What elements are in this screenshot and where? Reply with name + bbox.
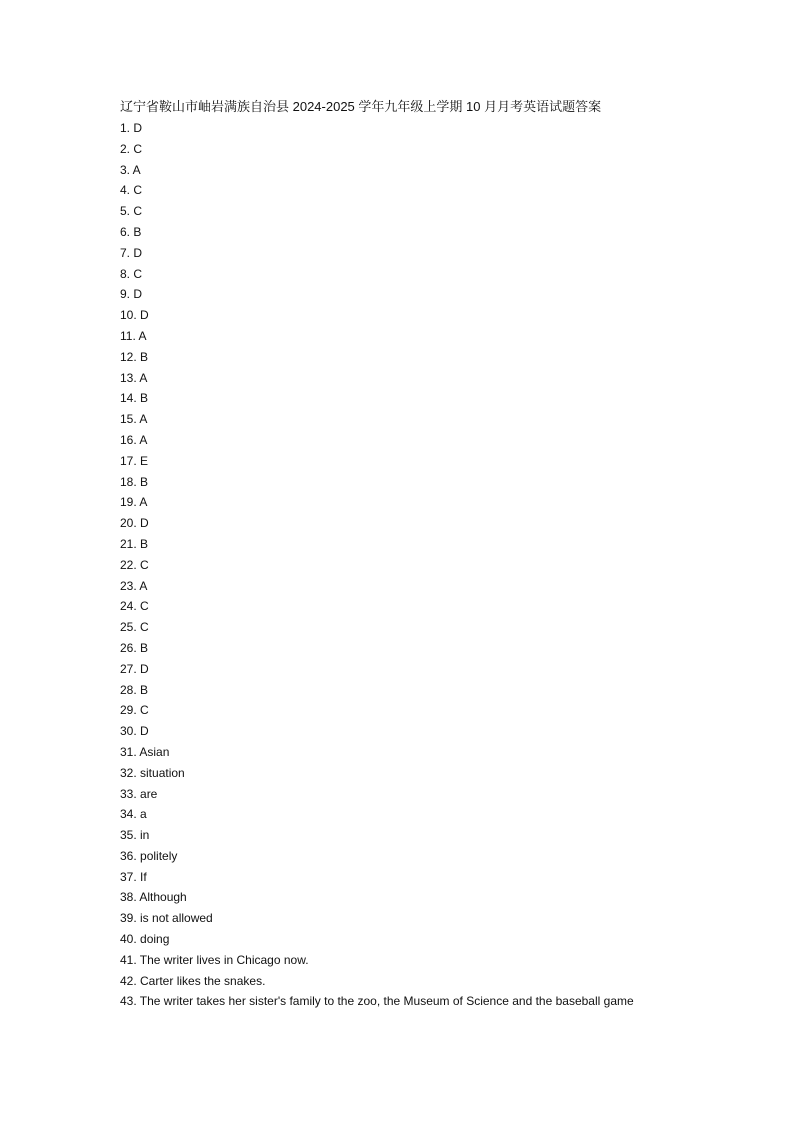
answer-item: 13. A <box>120 370 148 385</box>
answer-item: 21. B <box>120 536 149 551</box>
answer-item: 4. C <box>120 183 143 198</box>
answer-item: 30. D <box>120 724 149 739</box>
answer-item: 42. Carter likes the snakes. <box>120 973 266 988</box>
answer-item: 38. Although <box>120 890 187 905</box>
answer-item: 24. C <box>120 599 149 614</box>
document-title: 辽宁省鞍山市岫岩满族自治县 2024-2025 学年九年级上学期 10 月月考英语试题答案 <box>120 99 602 114</box>
answer-item: 10. D <box>120 308 149 323</box>
answer-item: 33. are <box>120 786 158 801</box>
answer-item: 8. C <box>120 266 143 281</box>
answer-item: 40. doing <box>120 932 170 947</box>
answer-item: 12. B <box>120 349 149 364</box>
answer-item: 23. A <box>120 578 148 593</box>
answer-item: 1. D <box>120 121 143 135</box>
answer-item: 11. A <box>120 328 147 343</box>
document-content <box>120 97 760 1012</box>
answer-item: 36. politely <box>120 848 178 863</box>
answer-item: 39. is not allowed <box>120 911 213 926</box>
answer-item: 2. C <box>120 141 143 156</box>
answer-item: 20. D <box>120 516 149 531</box>
answer-item: 43. The writer takes her sister's family to the zoo, the Museum of Science and the baseball game <box>120 994 634 1009</box>
answer-item: 35. in <box>120 828 150 843</box>
answer-item: 17. E <box>120 453 149 468</box>
answer-item: 19. A <box>120 495 148 510</box>
answer-item: 18. B <box>120 474 149 489</box>
answer-item: 27. D <box>120 661 149 676</box>
answer-item: 9. D <box>120 287 143 302</box>
answer-list <box>120 118 760 1012</box>
answer-item: 14. B <box>120 391 149 406</box>
answer-item: 7. D <box>120 245 143 260</box>
answer-item: 34. a <box>120 807 147 822</box>
answer-item: 3. A <box>120 162 141 177</box>
answer-item: 26. B <box>120 640 149 655</box>
answer-item: 25. C <box>120 620 149 635</box>
answer-item: 22. C <box>120 557 149 572</box>
answer-item: 32. situation <box>120 765 185 780</box>
answer-item: 29. C <box>120 703 149 718</box>
answer-item: 5. C <box>120 204 143 219</box>
answer-item: 41. The writer lives in Chicago now. <box>120 952 309 967</box>
answer-item: 28. B <box>120 682 149 697</box>
answer-item: 6. B <box>120 224 142 239</box>
answer-item: 16. A <box>120 432 148 447</box>
answer-item: 15. A <box>120 412 148 427</box>
answer-item: 37. If <box>120 869 147 884</box>
answer-item: 31. Asian <box>120 744 170 759</box>
